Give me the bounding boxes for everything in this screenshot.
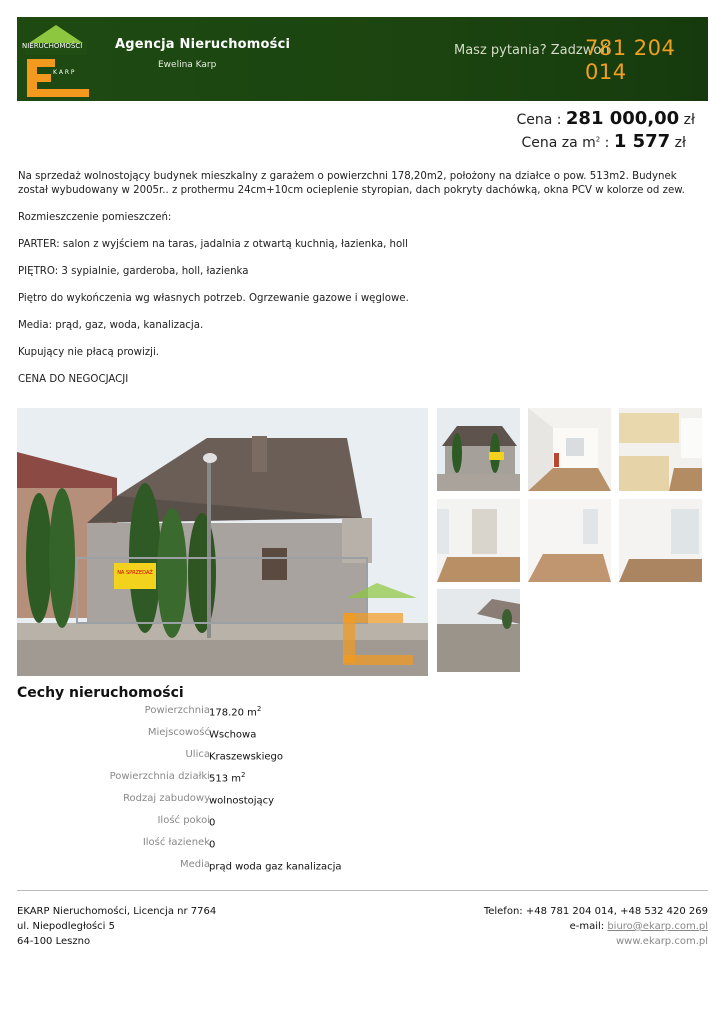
- thumbnail-kitchen: [619, 408, 702, 491]
- feature-row: [17, 771, 417, 787]
- logo-subtext: K A R P: [53, 69, 75, 76]
- footer-website-link[interactable]: www.ekarp.com.pl: [616, 936, 708, 947]
- footer-email-line: [484, 919, 708, 934]
- feature-row: [17, 837, 417, 853]
- thumbnail-photo[interactable]: [437, 589, 520, 672]
- footer-email-label: e-mail:: [569, 921, 608, 932]
- thumbnail-room-wallpaper: [437, 499, 520, 582]
- main-photo[interactable]: [17, 408, 428, 676]
- price-per-m2-value: 1 577: [613, 131, 671, 152]
- feature-row: [17, 749, 417, 765]
- for-sale-sign-text: NA SPRZEDAŻ: [117, 570, 153, 576]
- footer-street: ul. Niepodległości 5: [17, 921, 115, 932]
- feature-row: [17, 705, 417, 721]
- feature-value: wolnostojący: [209, 795, 275, 807]
- price-label: Cena :: [516, 112, 562, 128]
- description-paragraph: Na sprzedaż wolnostojący budynek mieszkalny z garażem o powierzchni 178,20m2, położony na działce o pow. 513m2. Budynek został wybudowany w 2005r.. z prothermu 24cm+10cm ocieplenie styropian, dach pokryty dachówką, okna PCV w kolorze od zew.: [18, 171, 685, 196]
- footer-divider: [17, 890, 708, 891]
- feature-label: Rodzaj zabudowy: [123, 793, 210, 804]
- header-banner: [17, 17, 708, 101]
- thumbnail-photo[interactable]: [619, 499, 702, 582]
- features-title: Cechy nieruchomości: [17, 685, 184, 701]
- feature-label: Ilość łazienek: [142, 837, 210, 848]
- agency-owner: Ewelina Karp: [158, 60, 217, 70]
- footer-email-link[interactable]: biuro@ekarp.com.pl: [607, 921, 708, 932]
- thumbnail-living-room: [619, 499, 702, 582]
- description-paragraph: PIĘTRO: 3 sypialnie, garderoba, holl, łazienka: [18, 266, 249, 277]
- price-per-m2-sep: :: [600, 135, 610, 151]
- price-per-m2-sup: 2: [595, 135, 601, 144]
- price-total: [516, 106, 695, 133]
- thumbnail-photo[interactable]: [437, 499, 520, 582]
- feature-value: prąd woda gaz kanalizacja: [209, 861, 342, 873]
- feature-value: Kraszewskiego: [209, 751, 283, 763]
- feature-value: 178.20 $m^2$: [209, 705, 262, 719]
- description-paragraph: Rozmieszczenie pomieszczeń:: [18, 212, 172, 223]
- thumbnail-photo[interactable]: [528, 408, 611, 491]
- feature-row: [17, 815, 417, 831]
- feature-value: 0: [209, 839, 216, 851]
- feature-label: Powierzchnia działki: [109, 771, 210, 782]
- thumbnail-photo[interactable]: [528, 499, 611, 582]
- logo-text: NIERUCHOMOŚCI: [22, 42, 83, 50]
- feature-row: [17, 859, 417, 875]
- description-paragraph: CENA DO NEGOCJACJI: [18, 374, 129, 385]
- description-paragraph: Kupujący nie płacą prowizji.: [18, 347, 160, 358]
- price-per-m2: [521, 131, 686, 152]
- price-value: 281 000,00: [565, 108, 680, 129]
- house-exterior-photo: [17, 408, 428, 676]
- footer-company: EKARP Nieruchomości, Licencja nr 7764: [17, 906, 217, 917]
- feature-value: 513 $m^2$: [209, 771, 246, 785]
- footer-address: [17, 904, 216, 949]
- feature-value: 0: [209, 817, 216, 829]
- ekarp-logo: [23, 21, 89, 99]
- thumbnail-photo[interactable]: [619, 408, 702, 491]
- thumbnail-house-front: [437, 408, 520, 491]
- description-paragraph: Piętro do wykończenia wg własnych potrzeb. Ogrzewanie gazowe i węglowe.: [18, 293, 409, 304]
- description-paragraph: Media: prąd, gaz, woda, kanalizacja.: [18, 320, 204, 331]
- price-currency: zł: [683, 112, 695, 128]
- feature-label: Miejscowość: [147, 727, 210, 738]
- agency-title: Agencja Nieruchomości: [115, 37, 291, 52]
- feature-label: Ilość pokoi: [157, 815, 210, 826]
- feature-label: Ulica: [185, 749, 210, 760]
- footer-city: 64-100 Leszno: [17, 936, 91, 947]
- thumbnail-photo[interactable]: [437, 408, 520, 491]
- feature-row: [17, 727, 417, 743]
- phone-question: Masz pytania? Zadzwoń: [454, 43, 610, 58]
- thumbnail-empty-room: [528, 499, 611, 582]
- phone-number[interactable]: 781 204 014: [585, 36, 676, 84]
- feature-label: Powierzchnia: [144, 705, 210, 716]
- feature-row: [17, 793, 417, 809]
- footer-phone: Telefon: +48 781 204 014, +48 532 420 269: [483, 906, 708, 917]
- thumbnail-garden: [437, 589, 520, 672]
- feature-label: Media: [179, 859, 210, 870]
- feature-value: Wschowa: [209, 729, 257, 741]
- description-paragraph: PARTER: salon z wyjściem na taras, jadalnia z otwartą kuchnią, łazienka, holl: [18, 239, 408, 250]
- description: [18, 170, 708, 387]
- price-per-m2-label: Cena za m: [521, 135, 596, 151]
- footer-contact: [484, 904, 708, 949]
- thumbnail-kitchen-hall: [528, 408, 611, 491]
- price-per-m2-currency: zł: [674, 135, 686, 151]
